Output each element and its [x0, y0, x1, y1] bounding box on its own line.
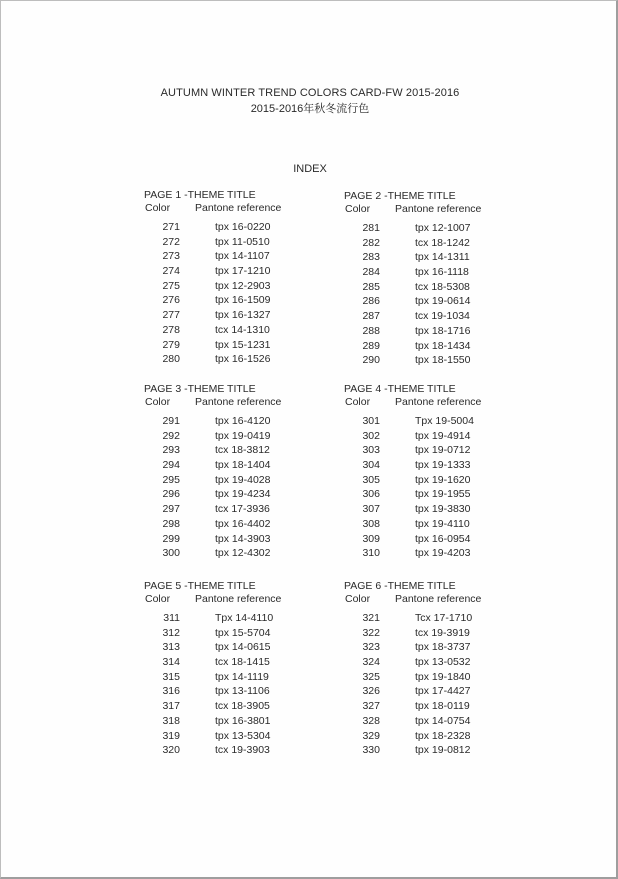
color-number: 305: [362, 473, 380, 486]
color-header: Color: [145, 593, 171, 605]
color-number: 273: [162, 250, 180, 263]
pantone-reference: tpx 16-1526: [215, 353, 271, 366]
color-number: 271: [162, 221, 180, 233]
color-number: 293: [162, 444, 180, 457]
color-row: [344, 729, 524, 744]
color-row: [344, 714, 524, 729]
color-row: [144, 670, 324, 685]
color-row: [344, 443, 524, 458]
pantone-reference: tcx 18-3905: [215, 700, 270, 713]
color-number: 272: [162, 235, 180, 248]
color-number: 321: [362, 612, 380, 624]
color-number: 329: [362, 729, 380, 742]
color-row: [144, 611, 324, 626]
color-list: [344, 221, 524, 368]
color-number: 285: [362, 280, 380, 293]
color-number: 323: [362, 641, 380, 654]
pantone-reference: tpx 11-0510: [215, 235, 270, 248]
color-number: 310: [362, 547, 380, 560]
color-number: 287: [362, 310, 380, 323]
color-number: 292: [162, 429, 180, 442]
color-row: [344, 655, 524, 670]
pantone-reference: tpx 16-4402: [215, 517, 271, 530]
pantone-reference: tpx 16-0220: [215, 221, 271, 233]
color-row: [144, 429, 324, 444]
color-number: 330: [362, 744, 380, 757]
color-row: [344, 309, 524, 324]
pantone-reference: tpx 19-0712: [415, 444, 471, 457]
color-number: 325: [362, 670, 380, 683]
pantone-reference: tcx 19-3919: [415, 626, 470, 639]
color-number: 278: [162, 323, 180, 336]
pantone-reference: tpx 18-1716: [415, 324, 471, 337]
pantone-reference: tpx 19-1620: [415, 473, 471, 486]
color-row: [344, 458, 524, 473]
color-row: [144, 532, 324, 547]
color-number: 279: [162, 338, 180, 351]
pantone-reference: tpx 16-0954: [415, 532, 471, 545]
pantone-header: Pantone reference: [395, 593, 482, 605]
color-number: 314: [162, 656, 180, 669]
color-row: [144, 443, 324, 458]
pantone-reference: tpx 16-1118: [415, 266, 469, 279]
pantone-reference: tpx 12-2903: [215, 279, 271, 292]
color-number: 286: [362, 295, 380, 308]
pantone-reference: tpx 13-1106: [215, 685, 270, 698]
color-number: 319: [162, 729, 180, 742]
pantone-header: Pantone reference: [395, 203, 482, 215]
color-row: [344, 684, 524, 699]
pantone-reference: tpx 18-3737: [415, 641, 471, 654]
color-number: 318: [162, 714, 180, 727]
color-row: [344, 699, 524, 714]
color-number: 315: [162, 670, 180, 683]
pantone-reference: Tcx 17-1710: [415, 612, 473, 624]
color-row: [144, 626, 324, 641]
pantone-reference: tcx 19-3903: [215, 744, 270, 757]
color-number: 296: [162, 488, 180, 501]
color-number: 298: [162, 517, 180, 530]
pantone-reference: tcx 18-1415: [215, 656, 270, 669]
color-row: [344, 473, 524, 488]
color-row: [144, 487, 324, 502]
color-row: [144, 323, 324, 338]
color-row: [344, 517, 524, 532]
pantone-header: Pantone reference: [195, 593, 282, 605]
column-headers: [144, 202, 324, 215]
color-number: 288: [362, 324, 380, 337]
color-row: [344, 670, 524, 685]
pantone-reference: tpx 19-0614: [415, 295, 471, 308]
pantone-reference: tcx 14-1310: [215, 323, 270, 336]
page-block-1: [144, 188, 324, 367]
color-number: 276: [162, 294, 180, 307]
color-row: [344, 546, 524, 561]
pantone-reference: tpx 12-1007: [415, 222, 471, 234]
pantone-reference: tpx 14-1119: [215, 670, 269, 683]
color-number: 299: [162, 532, 180, 545]
pantone-reference: tpx 18-2328: [415, 729, 471, 742]
color-number: 316: [162, 685, 180, 698]
color-row: [344, 280, 524, 295]
column-headers: [344, 593, 524, 606]
pantone-reference: Tpx 14-4110: [215, 612, 274, 624]
color-number: 322: [362, 626, 380, 639]
color-number: 313: [162, 641, 180, 654]
document-title: AUTUMN WINTER TREND COLORS CARD-FW 2015-2016: [160, 87, 460, 99]
pantone-reference: tpx 18-0119: [415, 700, 470, 713]
pantone-reference: tpx 19-4028: [215, 473, 271, 486]
color-row: [344, 414, 524, 429]
pantone-reference: tcx 18-5308: [415, 280, 470, 293]
color-header: Color: [345, 203, 371, 215]
color-number: 274: [162, 265, 180, 278]
page-block-5: [144, 579, 324, 758]
page-block-title: PAGE 5 -THEME TITLE: [144, 580, 256, 592]
color-number: 283: [362, 251, 380, 264]
color-row: [144, 352, 324, 367]
page-block-3: [144, 382, 324, 561]
color-row: [144, 640, 324, 655]
color-row: [144, 414, 324, 429]
pantone-reference: tpx 12-4302: [215, 547, 271, 560]
color-number: 280: [162, 353, 180, 366]
pantone-reference: tcx 19-1034: [415, 310, 470, 323]
color-row: [344, 236, 524, 251]
page-block-6: [344, 579, 524, 758]
pantone-reference: tpx 17-1210: [215, 265, 271, 278]
pantone-reference: tpx 16-1327: [215, 309, 271, 322]
pantone-reference: tpx 16-3801: [215, 714, 271, 727]
color-number: 306: [362, 488, 380, 501]
color-row: [144, 308, 324, 323]
pantone-reference: tpx 19-0419: [215, 429, 271, 442]
pantone-header: Pantone reference: [395, 396, 482, 408]
pantone-reference: tpx 14-0615: [215, 641, 271, 654]
pantone-reference: tpx 19-0812: [415, 744, 471, 757]
color-row: [144, 279, 324, 294]
color-number: 304: [362, 459, 380, 472]
color-number: 312: [162, 626, 180, 639]
pantone-reference: tcx 18-3812: [215, 444, 270, 457]
color-number: 303: [362, 444, 380, 457]
color-row: [144, 235, 324, 250]
color-number: 281: [362, 222, 380, 234]
color-number: 324: [362, 656, 380, 669]
pantone-reference: tpx 15-5704: [215, 626, 271, 639]
color-row: [344, 324, 524, 339]
pantone-reference: tpx 19-1840: [415, 670, 471, 683]
color-row: [344, 339, 524, 354]
color-row: [144, 517, 324, 532]
color-number: 294: [162, 459, 180, 472]
color-number: 311: [163, 612, 180, 624]
color-number: 301: [362, 415, 380, 427]
color-header: Color: [345, 396, 371, 408]
page-block-4: [344, 382, 524, 561]
color-number: 326: [362, 685, 380, 698]
color-row: [344, 221, 524, 236]
color-list: [344, 611, 524, 758]
document-subtitle-chinese: 2015-2016年秋冬流行色: [250, 103, 370, 115]
color-number: 275: [162, 279, 180, 292]
color-number: 320: [162, 744, 180, 757]
color-row: [144, 338, 324, 353]
page-block-title: PAGE 2 -THEME TITLE: [344, 190, 456, 202]
color-number: 308: [362, 517, 380, 530]
color-row: [144, 743, 324, 758]
page-block-title: PAGE 6 -THEME TITLE: [344, 580, 456, 592]
color-row: [344, 502, 524, 517]
color-row: [344, 532, 524, 547]
color-number: 317: [162, 700, 180, 713]
color-row: [344, 294, 524, 309]
pantone-reference: tpx 19-4203: [415, 547, 471, 560]
color-number: 291: [162, 415, 180, 427]
pantone-reference: tpx 19-1955: [415, 488, 471, 501]
column-headers: [144, 593, 324, 606]
index-heading: INDEX: [293, 163, 327, 175]
pantone-reference: tpx 13-0532: [415, 656, 471, 669]
color-list: [144, 414, 324, 561]
color-row: [144, 264, 324, 279]
pantone-reference: tpx 19-1333: [415, 459, 471, 472]
pantone-reference: tcx 18-1242: [415, 236, 470, 249]
color-number: 295: [162, 473, 180, 486]
color-row: [144, 220, 324, 235]
color-list: [144, 220, 324, 367]
pantone-reference: tpx 13-5304: [215, 729, 271, 742]
column-headers: [344, 396, 524, 409]
page-block-title: PAGE 3 -THEME TITLE: [144, 383, 256, 395]
color-row: [144, 546, 324, 561]
pantone-reference: Tpx 19-5004: [415, 415, 474, 427]
pantone-reference: tpx 18-1550: [415, 354, 471, 367]
color-row: [344, 626, 524, 641]
pantone-reference: tpx 17-4427: [415, 685, 471, 698]
pantone-reference: tpx 14-3903: [215, 532, 271, 545]
pantone-reference: tpx 18-1404: [215, 459, 271, 472]
pantone-reference: tcx 17-3936: [215, 503, 270, 516]
color-number: 282: [362, 236, 380, 249]
pantone-reference: tpx 18-1434: [415, 339, 471, 352]
color-header: Color: [345, 593, 371, 605]
color-list: [344, 414, 524, 561]
column-headers: [344, 203, 524, 216]
color-number: 284: [362, 266, 380, 279]
color-row: [144, 473, 324, 488]
color-list: [144, 611, 324, 758]
color-row: [344, 353, 524, 368]
color-number: 309: [362, 532, 380, 545]
column-headers: [144, 396, 324, 409]
color-number: 297: [162, 503, 180, 516]
pantone-reference: tpx 19-4234: [215, 488, 271, 501]
color-row: [144, 714, 324, 729]
page-block-2: [344, 189, 524, 368]
pantone-reference: tpx 14-1107: [215, 250, 270, 263]
color-row: [144, 502, 324, 517]
page-block-title: PAGE 1 -THEME TITLE: [144, 189, 256, 201]
page-block-title: PAGE 4 -THEME TITLE: [344, 383, 456, 395]
color-row: [144, 458, 324, 473]
color-number: 300: [162, 547, 180, 560]
color-row: [344, 611, 524, 626]
color-number: 307: [362, 503, 380, 516]
color-row: [144, 293, 324, 308]
pantone-reference: tpx 16-1509: [215, 294, 271, 307]
color-row: [144, 699, 324, 714]
color-row: [344, 640, 524, 655]
color-row: [144, 655, 324, 670]
color-row: [344, 487, 524, 502]
color-number: 302: [362, 429, 380, 442]
pantone-reference: tpx 14-0754: [415, 714, 471, 727]
pantone-reference: tpx 19-4110: [415, 517, 470, 530]
pantone-reference: tpx 19-4914: [415, 429, 471, 442]
pantone-reference: tpx 15-1231: [215, 338, 271, 351]
color-row: [144, 684, 324, 699]
pantone-reference: tpx 16-4120: [215, 415, 271, 427]
color-number: 328: [362, 714, 380, 727]
color-number: 290: [362, 354, 380, 367]
color-row: [344, 250, 524, 265]
color-row: [344, 429, 524, 444]
color-row: [344, 265, 524, 280]
pantone-header: Pantone reference: [195, 396, 282, 408]
color-row: [144, 249, 324, 264]
color-number: 277: [162, 309, 180, 322]
color-header: Color: [145, 396, 171, 408]
color-header: Color: [145, 202, 171, 214]
pantone-reference: tpx 14-1311: [415, 251, 470, 264]
color-row: [344, 743, 524, 758]
pantone-header: Pantone reference: [195, 202, 282, 214]
color-row: [144, 729, 324, 744]
color-number: 327: [362, 700, 380, 713]
pantone-reference: tpx 19-3830: [415, 503, 471, 516]
color-number: 289: [362, 339, 380, 352]
